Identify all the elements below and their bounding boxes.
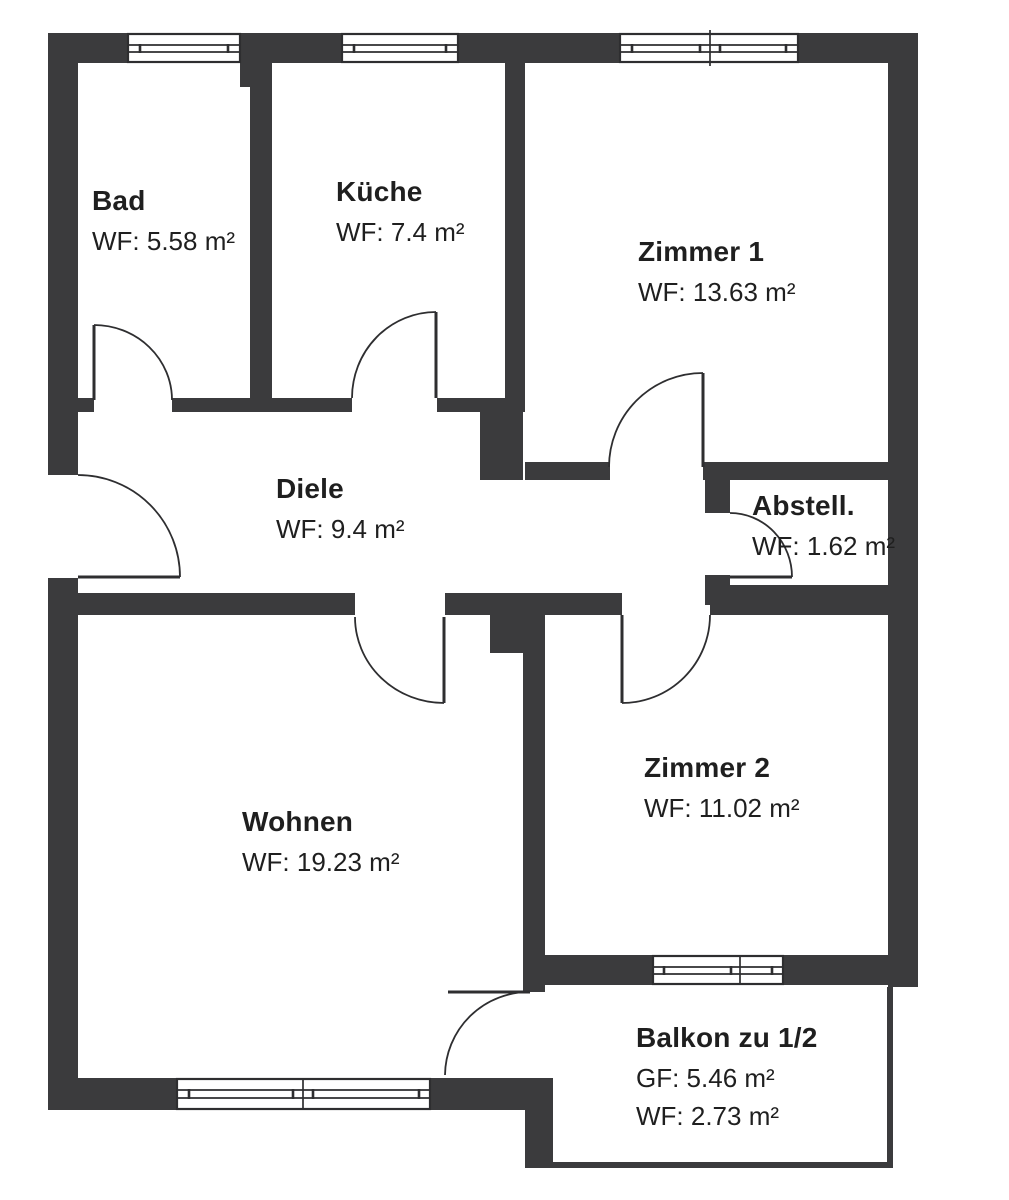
room-name: Abstell.: [752, 490, 855, 521]
room-label-kueche: [336, 176, 465, 255]
wall-segment: [78, 593, 355, 615]
room-label-diele: [276, 473, 405, 552]
window-zimmer2: [653, 956, 783, 984]
window-wohnen: [177, 1079, 430, 1109]
wall-segment: [250, 85, 272, 398]
room-label-bad: [92, 185, 235, 264]
wall-segment: [48, 33, 78, 475]
window-frame: [620, 34, 798, 62]
wall-segment: [525, 1110, 553, 1168]
wall-segment: [458, 33, 620, 63]
room-name: Balkon zu 1/2: [636, 1022, 818, 1053]
wall-segment: [523, 615, 545, 992]
wall-segment: [525, 955, 653, 985]
room-label-abstell: [752, 490, 895, 569]
door-zimmer2: [622, 615, 710, 703]
entrance-door: [78, 475, 180, 577]
wall-segment: [705, 480, 730, 513]
balcony-railing: [887, 987, 893, 1168]
room-name: Diele: [276, 473, 344, 504]
door-wohnen: [355, 617, 444, 703]
wall-segment: [480, 412, 523, 480]
room-area: WF: 2.73 m²: [636, 1101, 780, 1131]
door-swing-arc: [352, 312, 436, 398]
door-balkon: [445, 992, 530, 1075]
door-swing-arc: [94, 325, 172, 400]
window-kueche: [342, 34, 458, 62]
room-area: WF: 9.4 m²: [276, 514, 405, 544]
room-area: WF: 5.58 m²: [92, 226, 236, 256]
room-name: Zimmer 1: [638, 236, 765, 267]
wall-segment: [48, 578, 78, 1110]
wall-segment: [240, 33, 342, 63]
wall-segment: [240, 63, 272, 87]
window-bad: [128, 34, 240, 62]
wall-segment: [48, 1078, 177, 1110]
door-swing-arc: [355, 617, 444, 703]
wall-segment: [505, 63, 525, 412]
room-name: Küche: [336, 176, 423, 207]
wall-segment: [172, 398, 352, 412]
wall-segment: [525, 462, 610, 480]
room-area: GF: 5.46 m²: [636, 1063, 775, 1093]
room-label-zimmer2: [644, 752, 800, 831]
room-label-wohnen: [242, 806, 399, 885]
room-name: Bad: [92, 185, 146, 216]
door-swing-arc: [78, 475, 180, 577]
wall-segment: [430, 1078, 553, 1110]
wall-segment: [783, 955, 888, 985]
room-area: WF: 1.62 m²: [752, 531, 896, 561]
room-name: Zimmer 2: [644, 752, 771, 783]
room-label-zimmer1: [638, 236, 795, 315]
door-bad: [94, 325, 172, 400]
wall-segment: [445, 593, 622, 615]
door-swing-arc: [445, 992, 530, 1075]
door-swing-arc: [609, 373, 703, 467]
wall-segment: [78, 398, 94, 412]
room-name: Wohnen: [242, 806, 354, 837]
door-swing-arc: [622, 615, 710, 703]
room-label-balkon: [636, 1022, 818, 1139]
window-frame: [128, 34, 240, 62]
wall-segment: [437, 398, 523, 412]
window-zimmer1: [620, 30, 798, 66]
door-zimmer1: [609, 373, 703, 467]
room-area: WF: 13.63 m²: [638, 277, 796, 307]
window-frame: [342, 34, 458, 62]
room-area: WF: 11.02 m²: [644, 793, 800, 823]
window-frame: [653, 956, 783, 984]
wall-segment: [730, 585, 888, 615]
balcony-railing: [552, 1162, 893, 1168]
room-area: WF: 19.23 m²: [242, 847, 400, 877]
room-area: WF: 7.4 m²: [336, 217, 465, 247]
door-kueche: [352, 312, 436, 398]
wall-segment: [703, 462, 888, 480]
